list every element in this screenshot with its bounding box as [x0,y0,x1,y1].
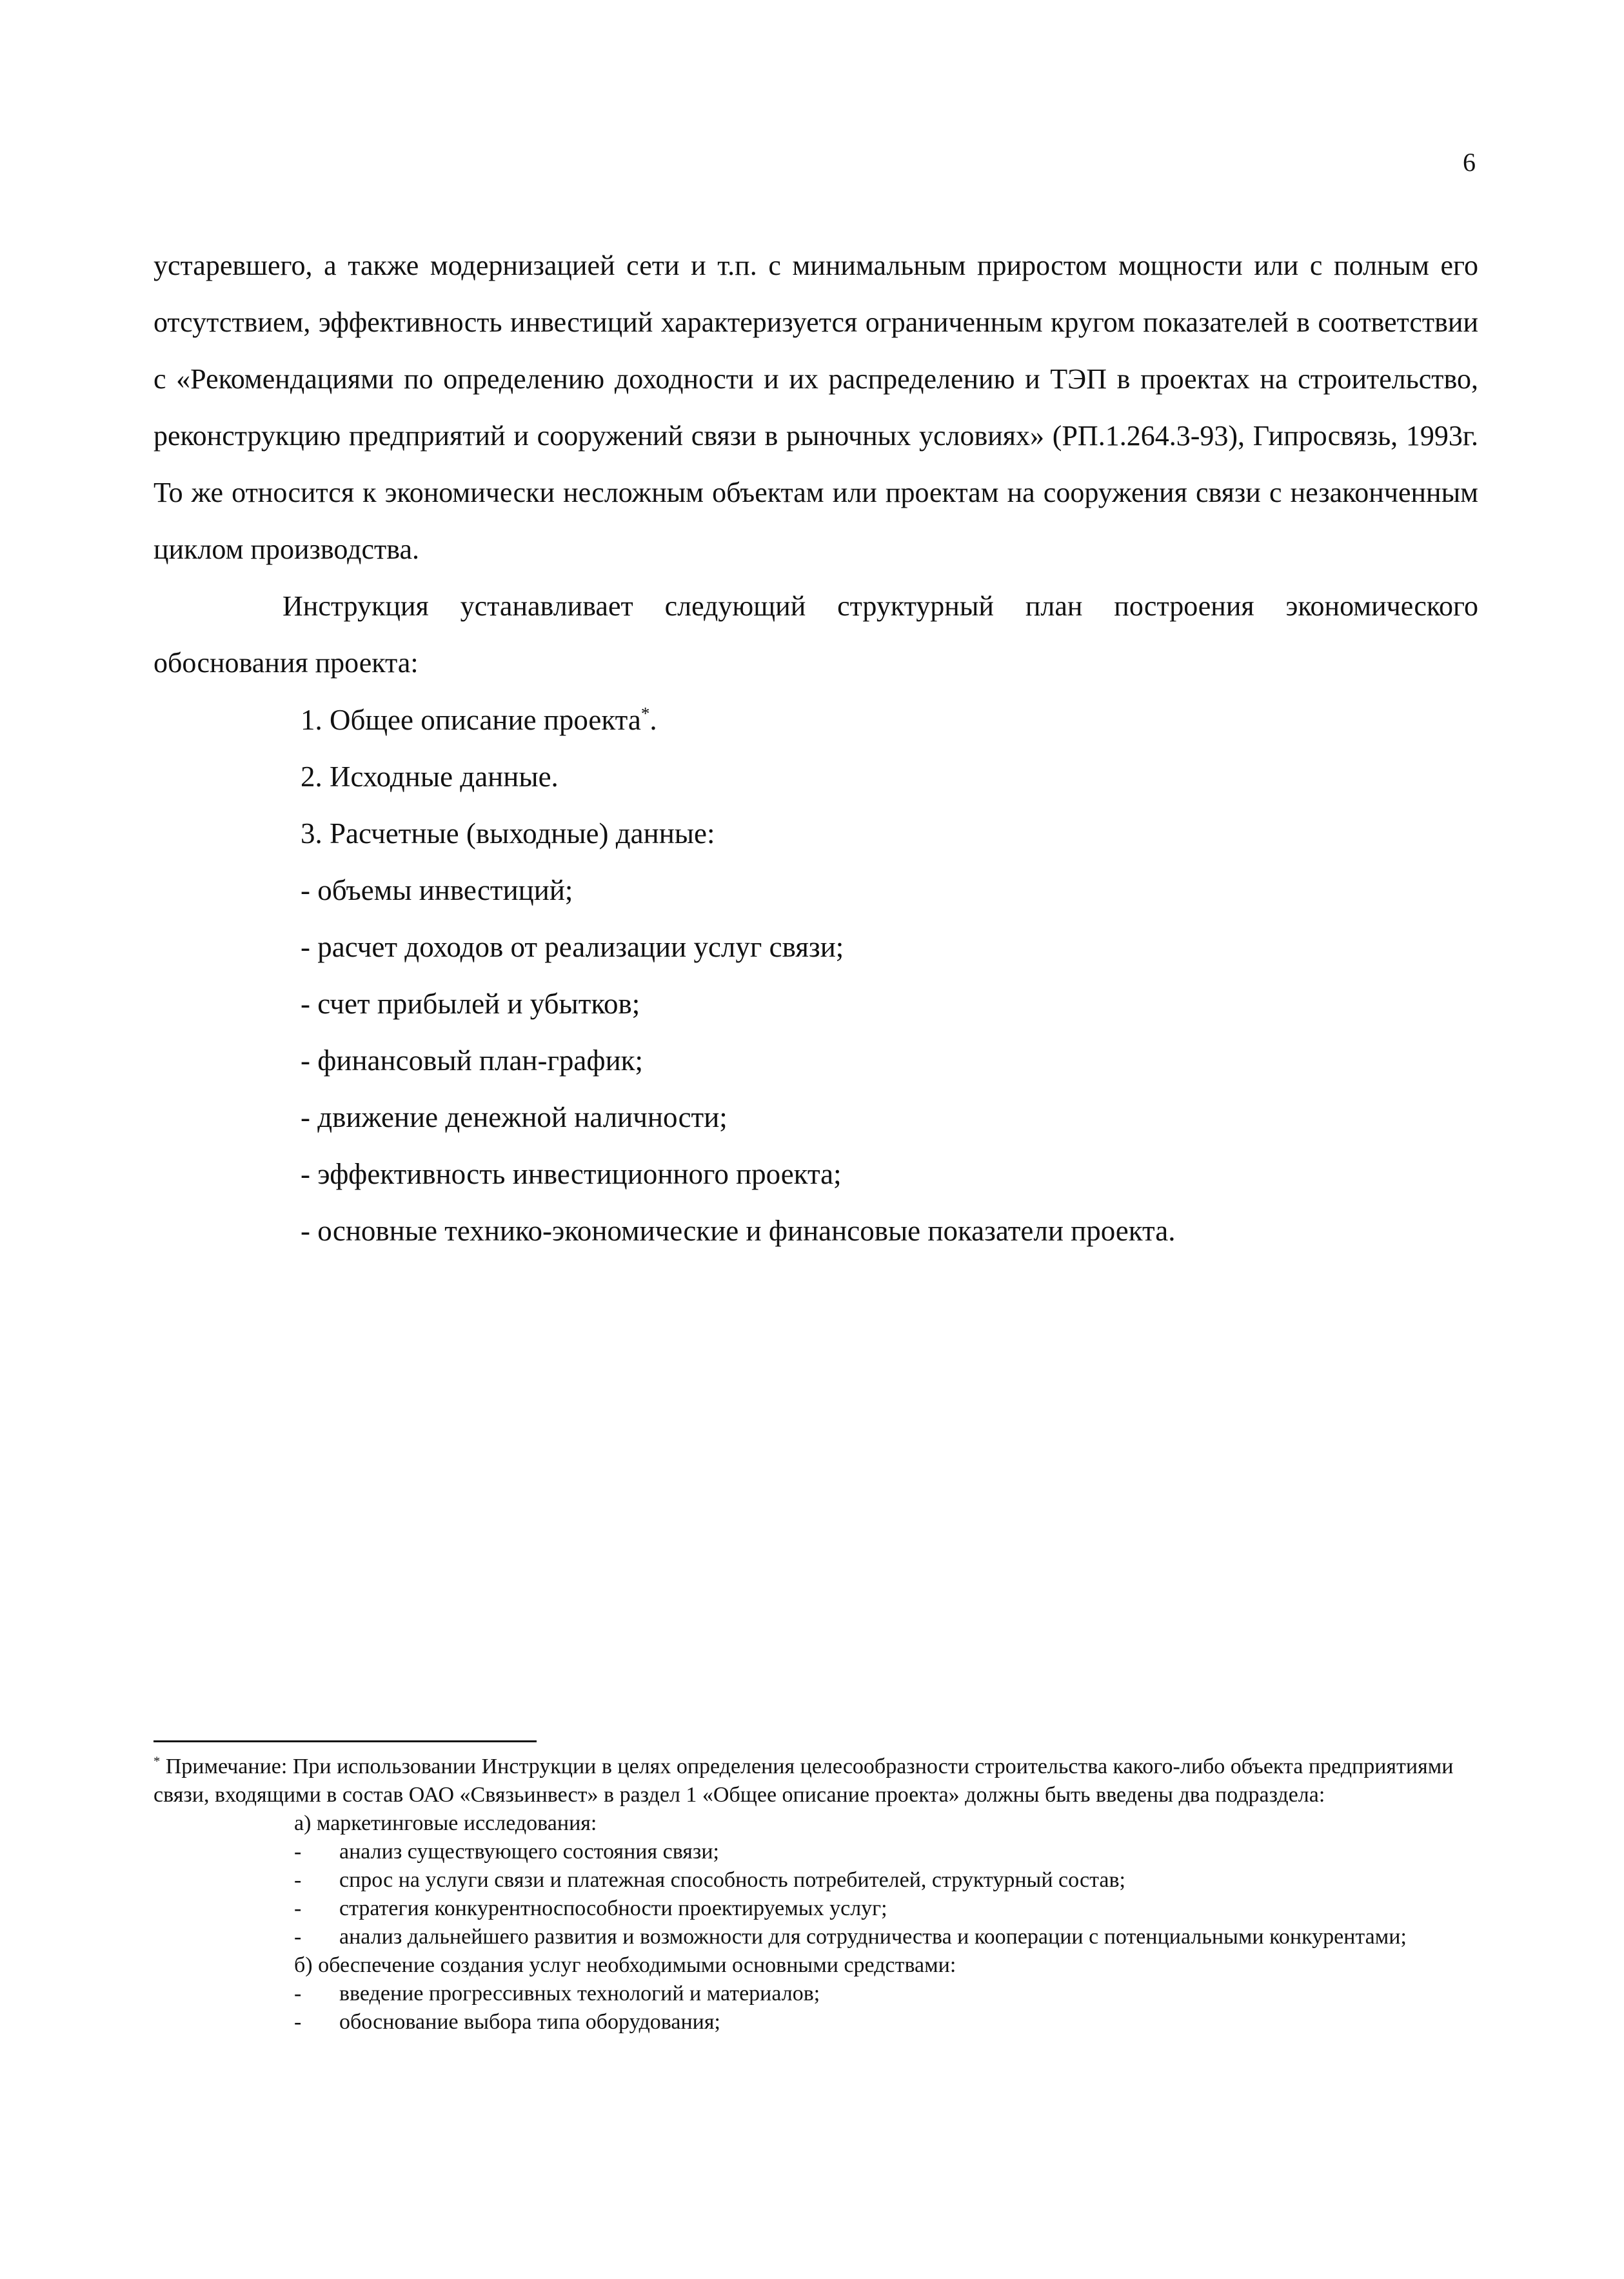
plan-item: - основные технико-экономические и финансовые показатели проекта. [301,1215,1176,1247]
footnote-intro-text: Примечание: При использовании Инструкции в целях определения целесообразности строительства какого-либо объекта предприятиями связи, входящими в состав ОАО «Связьинвест» в раздел 1 «Общее описание проекта» должны быть введены два подраздела: [153,1755,1454,1807]
footnote-item: - стратегия конкурентноспособности проектируемых услуг; [294,1895,1478,1923]
plan-item [301,692,1478,748]
footnote-section-b: б) обеспечение создания услуг необходимыми основными средствами: [294,1953,956,1977]
footnote-section-a: а) маркетинговые исследования: [294,1811,597,1835]
plan-item: 3. Расчетные (выходные) данные: [301,817,715,850]
plan-item: - счет прибылей и убытков; [301,988,640,1020]
footnote-separator [153,1740,537,1742]
plan-item-tail: . [649,704,657,736]
main-text [153,237,1478,1259]
footnote-marker: * [153,1754,161,1769]
footnote [153,1753,1478,2036]
plan-item: - финансовый план-график; [301,1044,644,1077]
plan-item: - объемы инвестиций; [301,874,573,906]
paragraph-2: Инструкция устанавливает следующий структурный план построения экономического обоснования проекта: [153,590,1478,679]
paragraph-1: устаревшего, а также модернизацией сети и т.п. с минимальным приростом мощности или с полным его отсутствием, эффективность инвестиций характеризуется ограниченным кругом показателей в соответствии с «Рекомендациями по определению доходности и их распределению и ТЭП в проектах на строительство, реконструкцию предприятий и сооружений связи в рыночных условиях» (РП.1.264.3-93), Гипросвязь, 1993г. То же относится к экономически несложным объектам или проектам на сооружения связи с незаконченным циклом производства. [153,250,1478,565]
plan-item: - эффективность инвестиционного проекта; [301,1158,842,1190]
plan-item: - расчет доходов от реализации услуг связи; [301,931,844,963]
footnote-item: - анализ существующего состояния связи; [294,1838,1478,1866]
plan-list [153,692,1478,1259]
footnote-list-a [153,1838,1478,1951]
footnote-item: - спрос на услуги связи и платежная способность потребителей, структурный состав; [294,1866,1478,1895]
footnote-item: - введение прогрессивных технологий и материалов; [294,1980,1478,2008]
footnote-marker: * [640,704,650,723]
plan-item-text: 1. Общее описание проекта [301,704,641,736]
plan-item: - движение денежной наличности; [301,1101,728,1133]
footnote-intro [153,1753,1478,1809]
plan-item: 2. Исходные данные. [301,761,559,793]
footnote-list-b [153,1980,1478,2036]
page-number: 6 [1463,148,1476,177]
footnote-item: - анализ дальнейшего развития и возможности для сотрудничества и кооперации с потенциальными конкурентами; [294,1923,1478,1951]
footnote-item: - обоснование выбора типа оборудования; [294,2008,1478,2036]
